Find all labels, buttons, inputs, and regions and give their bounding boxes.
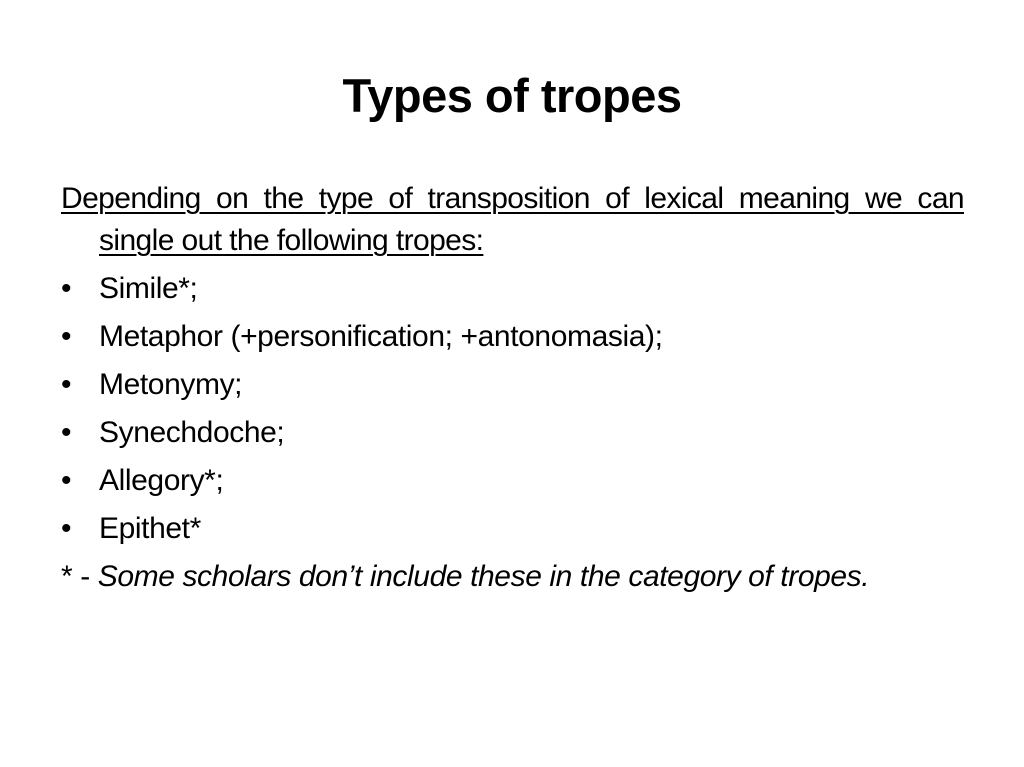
footnote-marker: * - bbox=[61, 560, 98, 593]
bullet-icon: • bbox=[61, 368, 72, 401]
footnote bbox=[61, 556, 964, 598]
slide-body bbox=[61, 178, 964, 628]
list-item-label: Allegory*; bbox=[99, 464, 224, 497]
list-item bbox=[61, 268, 964, 310]
bullet-icon: • bbox=[61, 464, 72, 497]
list-item-label: Synechdoche; bbox=[99, 416, 285, 449]
bullet-icon: • bbox=[61, 320, 72, 353]
bullet-icon: • bbox=[61, 272, 72, 305]
footnote-text: Some scholars don’t include these in the category of tropes. bbox=[97, 560, 870, 593]
intro-paragraph: Depending on the type of transposition of lexical meaning we can single out the following tropes: bbox=[61, 182, 964, 257]
list-item bbox=[61, 460, 964, 502]
slide-title: Types of tropes bbox=[342, 69, 682, 122]
list-item bbox=[61, 508, 964, 550]
list-item bbox=[61, 412, 964, 454]
list-item-label: Metaphor (+personification; +antonomasia); bbox=[99, 320, 663, 353]
tropes-list bbox=[61, 268, 964, 550]
list-item-label: Metonymy; bbox=[99, 368, 243, 401]
list-item-label: Simile*; bbox=[99, 272, 198, 305]
list-item bbox=[61, 316, 964, 358]
list-item-label: Epithet* bbox=[99, 512, 201, 545]
bullet-icon: • bbox=[61, 512, 72, 545]
bullet-icon: • bbox=[61, 416, 72, 449]
list-item bbox=[61, 364, 964, 406]
